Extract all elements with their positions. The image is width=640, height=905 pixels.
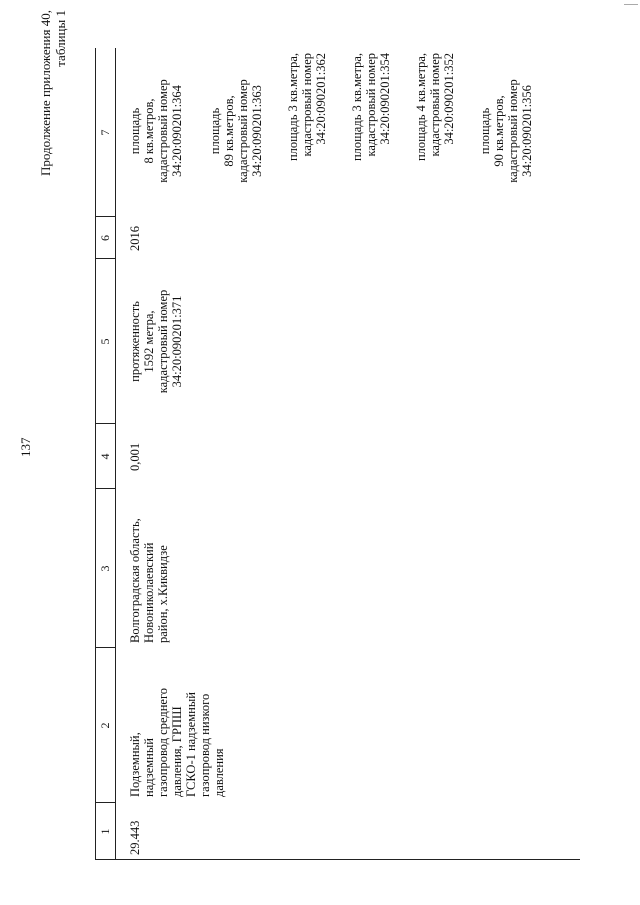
area-line: площадь 3 кв.метра, <box>350 53 364 162</box>
object-name-line: давления, ГРПШ <box>170 706 184 797</box>
area-group <box>286 53 328 209</box>
area-line: 34:20:090201:354 <box>378 53 392 145</box>
area-line: кадастровый номер <box>506 79 520 183</box>
area-line: 34:20:090201:352 <box>442 53 456 145</box>
object-name-line: газопровод среднего <box>156 687 170 797</box>
header-col-6: 6 <box>98 235 112 241</box>
length-line: 34:20:090201:371 <box>170 295 184 388</box>
area-line: 34:20:090201:362 <box>314 53 328 145</box>
area-group <box>208 53 264 209</box>
caption-line-1: Продолжение приложения 40, <box>38 10 53 177</box>
header-col-7: 7 <box>98 129 112 136</box>
area-group <box>350 53 392 209</box>
object-name-line: газопровод низкого <box>198 693 212 797</box>
header-col-5: 5 <box>98 338 112 345</box>
area-line: кадастровый номер <box>300 53 314 157</box>
object-name-line: Подземный, <box>128 732 142 797</box>
area-line: площадь 4 кв.метра, <box>414 53 428 162</box>
area-line: 34:20:090201:356 <box>520 85 534 177</box>
object-name-line: надземный <box>142 738 156 797</box>
header-col-3: 3 <box>98 565 112 572</box>
caption <box>38 10 68 265</box>
cell-length <box>128 264 184 419</box>
table-left-border <box>95 859 580 860</box>
header-col-1: 1 <box>98 828 112 835</box>
table-top-border <box>95 48 96 860</box>
area-line: кадастровый номер <box>364 53 378 157</box>
location-line: район, х.Киквидзе <box>156 545 170 643</box>
area-line: площадь 3 кв.метра, <box>286 53 300 162</box>
area-line: площадь <box>478 107 492 155</box>
area-group <box>478 53 534 209</box>
cell-object-name <box>128 688 226 797</box>
area-group <box>128 53 184 209</box>
area-line: 34:20:090201:363 <box>250 85 264 177</box>
location-line: Новониколаевский <box>142 542 156 643</box>
area-line: кадастровый номер <box>428 53 442 157</box>
location-line: Волгоградская область, <box>128 518 142 643</box>
length-line: кадастровый номер <box>156 289 170 394</box>
page-number: 137 <box>18 437 33 457</box>
cell-areas <box>128 53 534 209</box>
area-line: площадь <box>208 107 222 155</box>
length-line: протяженность <box>128 301 142 382</box>
area-line: кадастровый номер <box>156 79 170 183</box>
header-col-4: 4 <box>98 453 112 460</box>
area-line: 34:20:090201:364 <box>170 85 184 177</box>
cell-value: 0,001 <box>128 442 142 471</box>
header-col-2: 2 <box>98 722 112 729</box>
area-line: 8 кв.метров, <box>142 98 156 164</box>
object-name-line: давления <box>212 748 226 797</box>
cell-location <box>128 518 170 643</box>
caption-line-2: таблицы 1 <box>53 10 68 67</box>
area-line: 89 кв.метров, <box>222 95 236 167</box>
table-header-bottom-border <box>115 48 116 860</box>
area-line: 90 кв.метров, <box>492 95 506 167</box>
cell-number: 29.443 <box>128 820 142 855</box>
area-group <box>414 53 456 209</box>
area-line: площадь <box>128 107 142 155</box>
object-name-line: ГСКО-1 надземный <box>184 692 198 797</box>
area-line: кадастровый номер <box>236 79 250 183</box>
length-line: 1592 метра, <box>142 310 156 373</box>
cell-year: 2016 <box>128 226 142 251</box>
